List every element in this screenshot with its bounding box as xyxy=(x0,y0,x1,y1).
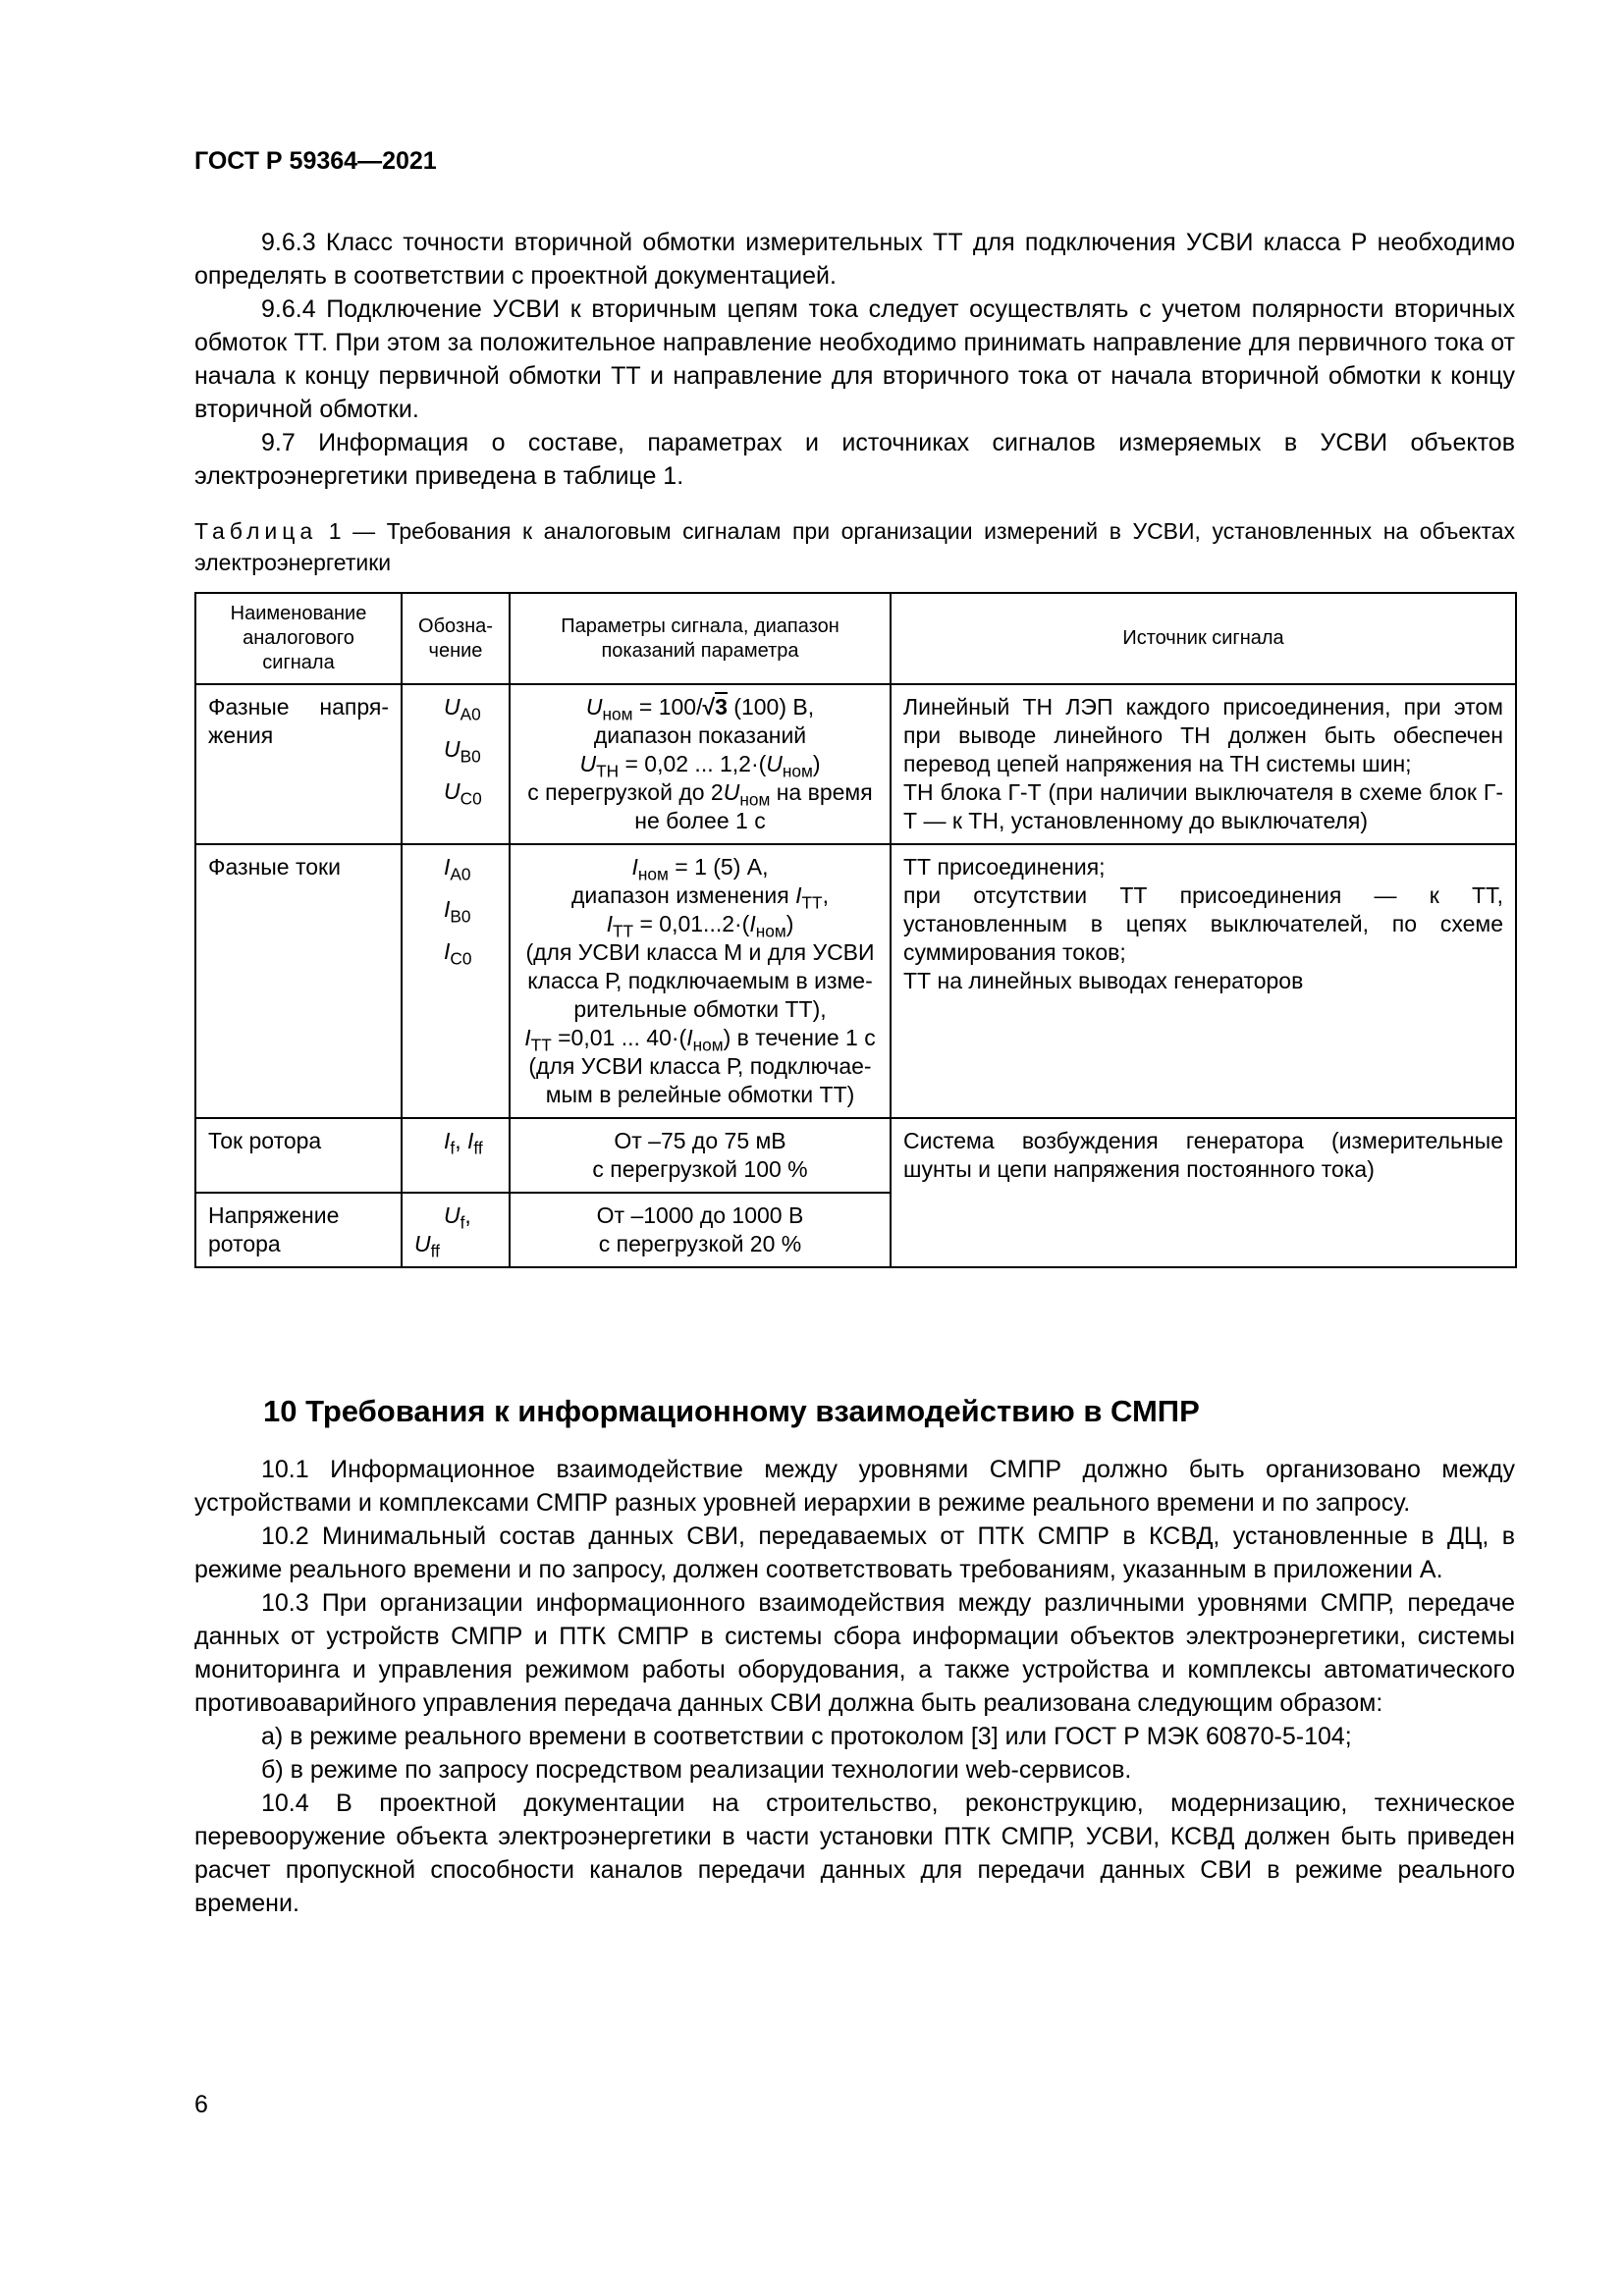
cell-source: Линейный ТН ЛЭП каждого присоединения, при этом при выводе линейного ТН должен быть обеспечен перевод цепей напряжения на ТН системы шин; ТН блока Г-Т (при наличии выключателя в схеме блок Г-Т — к ТН, установленному до выключателя) xyxy=(891,684,1516,844)
cell-symbols: $I_{A0}$ $I_{B0}$ $I_{C0}$ xyxy=(402,844,510,1118)
table-caption-text: 1 — Требования к аналоговым сигналам при организации измерений в УСВИ, установленных на объектах электроэнергетики xyxy=(194,518,1515,575)
cell-parameters: $U_{ном} = 100/√3$ (100) В, диапазон показаний $U_{ТН} = 0,02$ ... $1,2\cdot(U_{ном})$ с перегрузкой до $2U_{ном}$ на время не более 1 с xyxy=(510,684,891,844)
paragraph-9-6-3: 9.6.3 Класс точности вторичной обмотки измерительных ТТ для подключения УСВИ класса Р необходимо определять в соответствии с проектной документацией. xyxy=(194,229,1515,290)
table-row xyxy=(195,1118,1516,1193)
paragraph-10-1: 10.1 Информационное взаимодействие между уровнями СМПР должно быть организовано между устройствами и комплексами СМПР разных уровней иерархии в режиме реального времени и по запросу. xyxy=(194,1456,1515,1517)
table-caption xyxy=(194,515,1515,578)
cell-signal-name: Ток ротора xyxy=(195,1118,402,1193)
cell-signal-name: Фазные напря-жения xyxy=(195,684,402,844)
header-symbol: Обозна-чение xyxy=(402,593,510,684)
section-10-title: 10 Требования к информационному взаимодействию в СМПР xyxy=(263,1394,1200,1428)
document-header: ГОСТ Р 59364—2021 xyxy=(194,147,437,175)
header-signal-name: Наименование аналогового сигнала xyxy=(195,593,402,684)
header-parameters: Параметры сигнала, диапазон показаний параметра xyxy=(510,593,891,684)
cell-parameters: От –75 до 75 мВ с перегрузкой 100 % xyxy=(510,1118,891,1193)
cell-symbols: $I_f$, $I_{ff}$ xyxy=(402,1118,510,1193)
section-10-text xyxy=(194,1453,1515,1920)
header-source: Источник сигнала xyxy=(891,593,1516,684)
cell-symbols: $U_f$, $U_{ff}$ xyxy=(402,1193,510,1267)
page-number: 6 xyxy=(194,2091,208,2118)
cell-source: ТТ присоединения; при отсутствии ТТ присоединения — к ТТ, установленным в цепях выключателей, по схеме суммирования токов; ТТ на линейных выводах генераторов xyxy=(891,844,1516,1118)
cell-signal-name: Фазные токи xyxy=(195,844,402,1118)
cell-source: Система возбуждения генератора (измерительные шунты и цепи напряжения постоянного тока) xyxy=(891,1118,1516,1267)
signals-table xyxy=(194,592,1517,1268)
table-header-row xyxy=(195,593,1516,684)
sqrt-symbol: √3 xyxy=(702,694,728,720)
table-row xyxy=(195,844,1516,1118)
cell-symbols: $U_{A0}$ $U_{B0}$ $U_{C0}$ xyxy=(402,684,510,844)
paragraph-10-2: 10.2 Минимальный состав данных СВИ, передаваемых от ПТК СМПР в КСВД, установленные в ДЦ, в режиме реального времени и по запросу, должен соответствовать требованиям, указанным в приложении А. xyxy=(194,1522,1515,1583)
cell-parameters: От –1000 до 1000 В с перегрузкой 20 % xyxy=(510,1193,891,1267)
section-9-text xyxy=(194,226,1515,493)
list-item-a: а) в режиме реального времени в соответствии с протоколом [3] или ГОСТ Р МЭК 60870-5-104; xyxy=(261,1723,1352,1750)
paragraph-9-7: 9.7 Информация о составе, параметрах и источниках сигналов измеряемых в УСВИ объектов электроэнергетики приведена в таблице 1. xyxy=(194,429,1515,490)
paragraph-10-4: 10.4 В проектной документации на строительство, реконструкцию, модернизацию, техническое перевооружение объекта электроэнергетики в части установки ПТК СМПР, УСВИ, КСВД должен быть приведен расчет пропускной способности каналов передачи данных для передачи данных СВИ в режиме реального времени. xyxy=(194,1789,1515,1917)
table-caption-label: Таблица xyxy=(194,518,318,544)
paragraph-10-3: 10.3 При организации информационного взаимодействия между различными уровнями СМПР, передаче данных от устройств СМПР и ПТК СМПР в системы сбора информации объектов электроэнергетики, системы мониторинга и управления режимом работы оборудования, а также устройства и комплексы автоматического противоаварийного управления передача данных СВИ должна быть реализована следующим образом: xyxy=(194,1589,1515,1717)
table-row xyxy=(195,684,1516,844)
paragraph-9-6-4: 9.6.4 Подключение УСВИ к вторичным цепям тока следует осуществлять с учетом полярности вторичных обмоток ТТ. При этом за положительное направление необходимо принимать направление для первичного тока от начала к концу первичной обмотки ТТ и направление для вторичного тока от начала вторичной обмотки к концу вторичной обмотки. xyxy=(194,295,1515,423)
cell-parameters: $I_{ном} = 1$ (5) А, диапазон изменения $I_{ТТ}$, $I_{ТТ} = 0,01...2\cdot(I_{ном})$ (для УСВИ класса М и для УСВИ класса Р, подключаемым в изме-рительные обмотки ТТ), $I_{ТТ} =0,01$ ... $40\cdot(I_{ном})$ в течение 1 с (для УСВИ класса Р, подключае-мым в релейные обмотки ТТ) xyxy=(510,844,891,1118)
list-item-b: б) в режиме по запросу посредством реализации технологии web-сервисов. xyxy=(261,1756,1132,1784)
cell-signal-name: Напряжение ротора xyxy=(195,1193,402,1267)
